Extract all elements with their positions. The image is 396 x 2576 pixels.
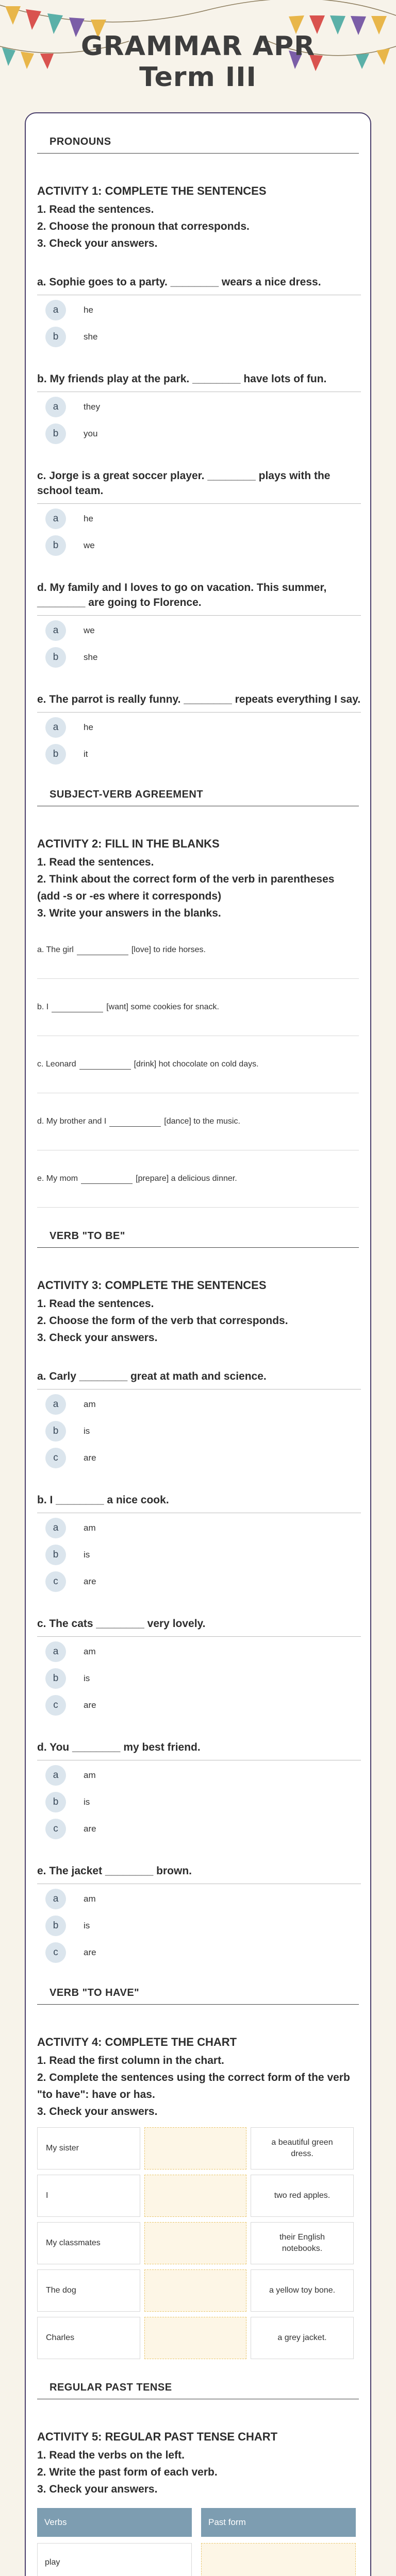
instruction: 1. Read the sentences.	[37, 856, 154, 868]
sentence-end: [dance] to the music.	[164, 1117, 240, 1126]
fill-blank-item	[37, 1093, 359, 1150]
instruction: 3. Write your answers in the blanks.	[37, 907, 221, 919]
answer-option[interactable]	[37, 422, 359, 446]
section-verb-to-be	[37, 1230, 359, 1964]
answer-option[interactable]	[37, 1667, 359, 1690]
subject-cell: My classmates	[37, 2222, 140, 2264]
option-letter: a	[45, 509, 66, 529]
blank-input[interactable]	[79, 1060, 131, 1070]
option-text: she	[84, 652, 98, 662]
blank-input[interactable]	[109, 1117, 161, 1127]
answer-option[interactable]	[37, 1817, 359, 1841]
instruction: 2. Think about the correct form of the verb in parentheses (add -s or -es where it corresponds)	[37, 873, 335, 902]
option-letter: c	[45, 1448, 66, 1468]
answer-option[interactable]	[37, 1446, 359, 1470]
instruction: 2. Choose the pronoun that corresponds.	[37, 221, 250, 232]
question	[37, 1740, 359, 1841]
answer-cell[interactable]	[144, 2269, 246, 2312]
verb-cell: play	[37, 2543, 192, 2576]
chart-row	[37, 2269, 359, 2312]
instruction: 2. Choose the form of the verb that corresponds.	[37, 1315, 288, 1327]
question-text: a. Carly ________ great at math and science.	[37, 1369, 361, 1389]
answer-option[interactable]	[37, 1419, 359, 1443]
instruction: 2. Complete the sentences using the correct form of the verb "to have": have or has.	[37, 2072, 350, 2100]
question	[37, 468, 359, 557]
option-text: it	[84, 749, 88, 759]
option-text: are	[84, 1700, 96, 1710]
chart-row	[37, 2222, 359, 2264]
have-chart	[37, 2127, 359, 2359]
answer-option[interactable]	[37, 1887, 359, 1911]
answer-option[interactable]	[37, 1941, 359, 1964]
option-text: is	[84, 1673, 90, 1683]
answer-option[interactable]	[37, 1914, 359, 1938]
answer-option[interactable]	[37, 1764, 359, 1787]
title-block	[0, 31, 396, 93]
answer-cell[interactable]	[144, 2175, 246, 2217]
sentence-start: e. My mom	[37, 1174, 78, 1183]
option-text: am	[84, 1894, 96, 1904]
option-letter: b	[45, 535, 66, 556]
answer-option[interactable]	[37, 1570, 359, 1594]
answer-option[interactable]	[37, 325, 359, 349]
question-text: a. Sophie goes to a party. ________ wears a nice dress.	[37, 275, 361, 295]
option-text: am	[84, 1647, 96, 1656]
option-text: are	[84, 1577, 96, 1586]
instructions	[37, 2447, 359, 2498]
section-subject-verb	[37, 789, 359, 1208]
instruction: 3. Check your answers.	[37, 2483, 158, 2495]
answer-cell[interactable]	[144, 2222, 246, 2264]
answer-option[interactable]	[37, 507, 359, 531]
option-letter: b	[45, 1545, 66, 1565]
instruction: 3. Check your answers.	[37, 2106, 158, 2117]
past-table-header	[37, 2508, 359, 2537]
instruction: 1. Read the sentences.	[37, 1298, 154, 1310]
section-regular-past	[37, 2382, 359, 2576]
question	[37, 1493, 359, 1594]
option-letter: b	[45, 1916, 66, 1936]
instructions	[37, 854, 359, 922]
option-text: am	[84, 1770, 96, 1780]
option-text: you	[84, 429, 98, 438]
page-title-line1: GRAMMAR APR	[80, 31, 316, 62]
option-letter: a	[45, 620, 66, 641]
answer-option[interactable]	[37, 1693, 359, 1717]
object-cell: a yellow toy bone.	[251, 2269, 354, 2312]
answer-option[interactable]	[37, 395, 359, 419]
option-letter: c	[45, 1942, 66, 1963]
instructions	[37, 2052, 359, 2120]
activity-title: ACTIVITY 4: COMPLETE THE CHART	[37, 2036, 237, 2048]
option-text: he	[84, 722, 93, 732]
answer-option[interactable]	[37, 716, 359, 739]
chart-row	[37, 2127, 359, 2170]
chart-row	[37, 2317, 359, 2359]
question	[37, 1616, 359, 1717]
question	[37, 275, 359, 349]
subject-cell: Charles	[37, 2317, 140, 2359]
subject-cell: I	[37, 2175, 140, 2217]
object-cell: their English notebooks.	[251, 2222, 354, 2264]
fill-blank-item	[37, 922, 359, 979]
option-text: are	[84, 1947, 96, 1957]
activity-title: ACTIVITY 1: COMPLETE THE SENTENCES	[37, 184, 267, 197]
section-heading: PRONOUNS	[37, 136, 359, 154]
option-letter: a	[45, 1518, 66, 1538]
option-letter: a	[45, 1641, 66, 1662]
instructions	[37, 1295, 359, 1346]
option-text: is	[84, 1921, 90, 1930]
answer-cell[interactable]	[144, 2127, 246, 2170]
answer-option[interactable]	[37, 619, 359, 642]
answer-option[interactable]	[37, 1543, 359, 1567]
section-verb-to-have	[37, 1987, 359, 2359]
question-text: c. The cats ________ very lovely.	[37, 1616, 361, 1637]
sentence-end: [love] to ride horses.	[131, 945, 206, 954]
option-letter: a	[45, 1394, 66, 1415]
option-letter: b	[45, 423, 66, 444]
option-letter: a	[45, 300, 66, 320]
question	[37, 1863, 359, 1964]
option-letter: c	[45, 1571, 66, 1592]
option-letter: b	[45, 327, 66, 347]
sentence-end: [want] some cookies for snack.	[106, 1003, 219, 1011]
section-heading: REGULAR PAST TENSE	[37, 2382, 359, 2399]
option-text: is	[84, 1797, 90, 1807]
option-text: am	[84, 1399, 96, 1409]
option-text: they	[84, 402, 101, 412]
section-pronouns	[37, 136, 359, 766]
option-letter: a	[45, 1889, 66, 1909]
section-heading: SUBJECT-VERB AGREEMENT	[37, 789, 359, 806]
question	[37, 580, 359, 669]
question-text: b. I ________ a nice cook.	[37, 1493, 361, 1513]
option-text: he	[84, 514, 93, 523]
object-cell: a beautiful green dress.	[251, 2127, 354, 2170]
object-cell: two red apples.	[251, 2175, 354, 2217]
past-answer-input[interactable]	[201, 2543, 356, 2576]
sentence-end: [drink] hot chocolate on cold days.	[134, 1060, 259, 1069]
option-letter: b	[45, 647, 66, 668]
instructions	[37, 201, 359, 252]
answer-cell[interactable]	[144, 2317, 246, 2359]
past-row	[37, 2543, 359, 2576]
question-text: e. The parrot is really funny. ________ repeats everything I say.	[37, 692, 361, 713]
answer-option[interactable]	[37, 1640, 359, 1664]
question	[37, 692, 359, 766]
question	[37, 1369, 359, 1470]
option-text: are	[84, 1453, 96, 1463]
option-letter: b	[45, 1421, 66, 1442]
answer-option[interactable]	[37, 298, 359, 322]
option-letter: c	[45, 1695, 66, 1716]
subject-cell: My sister	[37, 2127, 140, 2170]
fill-blank-item	[37, 979, 359, 1036]
instruction: 1. Read the first column in the chart.	[37, 2055, 224, 2066]
blank-input[interactable]	[81, 1174, 133, 1184]
question-text: e. The jacket ________ brown.	[37, 1863, 361, 1884]
instruction: 2. Write the past form of each verb.	[37, 2466, 218, 2478]
answer-option[interactable]	[37, 1790, 359, 1814]
instruction: 3. Check your answers.	[37, 1332, 158, 1344]
answer-option[interactable]	[37, 742, 359, 766]
answer-option[interactable]	[37, 1393, 359, 1416]
sentence-start: a. The girl	[37, 945, 74, 954]
section-heading: VERB "TO BE"	[37, 1230, 359, 1248]
sentence-start: d. My brother and I	[37, 1117, 107, 1126]
option-letter: c	[45, 1819, 66, 1839]
activity-title: ACTIVITY 2: FILL IN THE BLANKS	[37, 837, 220, 850]
option-text: are	[84, 1824, 96, 1834]
section-heading: VERB "TO HAVE"	[37, 1987, 359, 2005]
option-letter: a	[45, 397, 66, 417]
question-text: d. You ________ my best friend.	[37, 1740, 361, 1760]
sentence-end: [prepare] a delicious dinner.	[136, 1174, 237, 1183]
object-cell: a grey jacket.	[251, 2317, 354, 2359]
worksheet-card	[25, 112, 371, 2576]
option-text: is	[84, 1426, 90, 1436]
instruction: 1. Read the verbs on the left.	[37, 2449, 185, 2461]
option-letter: a	[45, 1765, 66, 1786]
activity-title: ACTIVITY 3: COMPLETE THE SENTENCES	[37, 1279, 267, 1292]
sentence-start: c. Leonard	[37, 1060, 76, 1069]
activity-title: ACTIVITY 5: REGULAR PAST TENSE CHART	[37, 2430, 278, 2443]
option-text: am	[84, 1523, 96, 1533]
subject-cell: The dog	[37, 2269, 140, 2312]
question-text: b. My friends play at the park. ________ have lots of fun.	[37, 371, 361, 392]
question	[37, 371, 359, 446]
header-past-form: Past form	[201, 2508, 356, 2537]
blank-input[interactable]	[77, 945, 128, 955]
sentence-start: b. I	[37, 1003, 49, 1011]
answer-option[interactable]	[37, 646, 359, 669]
answer-option[interactable]	[37, 1516, 359, 1540]
question-text: d. My family and I loves to go on vacation. This summer, ________ are going to Florence.	[37, 580, 361, 616]
question-text: c. Jorge is a great soccer player. ________ plays with the school team.	[37, 468, 361, 504]
instruction: 1. Read the sentences.	[37, 204, 154, 215]
option-letter: b	[45, 744, 66, 765]
blank-input[interactable]	[52, 1003, 103, 1012]
chart-row	[37, 2175, 359, 2217]
answer-option[interactable]	[37, 534, 359, 557]
option-text: we	[84, 625, 95, 635]
header-verbs: Verbs	[37, 2508, 192, 2537]
option-text: she	[84, 332, 98, 342]
page-title-line2: Term III	[139, 62, 257, 93]
option-letter: a	[45, 717, 66, 738]
option-text: is	[84, 1550, 90, 1560]
fill-blank-item	[37, 1150, 359, 1208]
option-letter: b	[45, 1668, 66, 1689]
option-text: we	[84, 540, 95, 550]
option-text: he	[84, 305, 93, 315]
option-letter: b	[45, 1792, 66, 1812]
instruction: 3. Check your answers.	[37, 238, 158, 249]
fill-blank-item	[37, 1036, 359, 1093]
